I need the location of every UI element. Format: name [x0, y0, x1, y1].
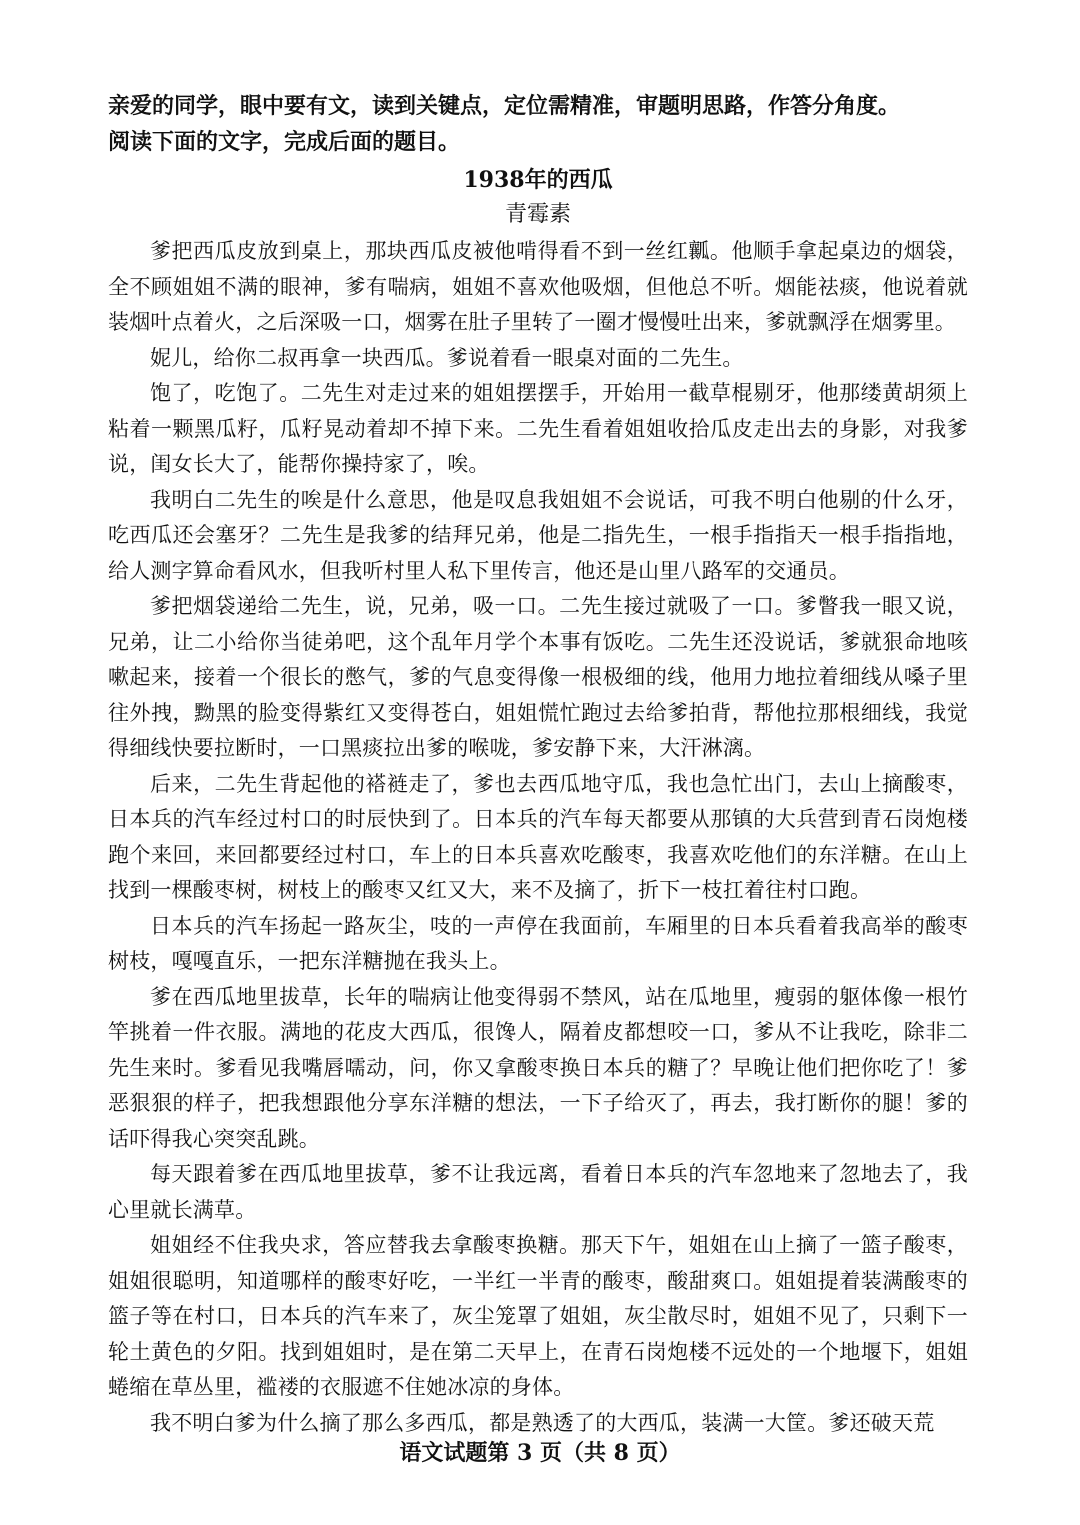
paragraph-9: 每天跟着爹在西瓜地里拔草，爹不让我远离，看着日本兵的汽车忽地来了忽地去了，我心里就长满草。 — [108, 1162, 968, 1222]
paragraph-4: 我明白二先生的唉是什么意思，他是叹息我姐姐不会说话，可我不明白他剔的什么牙，吃西瓜还会塞牙？二先生是我爹的结拜兄弟，他是二指先生，一根手指指天一根手指指地，给人测字算命看风水，但我听村里人私下里传言，他还是山里八路军的交通员。 — [108, 487, 968, 583]
paragraph-10: 姐姐经不住我央求，答应替我去拿酸枣换糖。那天下午，姐姐在山上摘了一篮子酸枣，姐姐很聪明，知道哪样的酸枣好吃，一半红一半青的酸枣，酸甜爽口。姐姐提着装满酸枣的篮子等在村口，日本兵的汽车来了，灰尘笼罩了姐姐，灰尘散尽时，姐姐不见了，只剩下一轮土黄色的夕阳。找到姐姐时，是在第二天早上，在青石岗炮楼不远处的一个地堰下，姐姐蜷缩在草丛里，褴褛的衣服遮不住她冰凉的身体。 — [108, 1233, 968, 1399]
page-footer: 语文试题第 3 页（共 8 页） — [399, 1440, 681, 1466]
paragraph-7: 日本兵的汽车扬起一路灰尘，吱的一声停在我面前，车厢里的日本兵看着我高举的酸枣树枝，嘎嘎直乐，一把东洋糖抛在我头上。 — [108, 913, 968, 973]
paragraph-6: 后来，二先生背起他的褡裢走了，爹也去西瓜地守瓜，我也急忙出门，去山上摘酸枣，日本兵的汽车经过村口的时辰快到了。日本兵的汽车每天都要从那镇的大兵营到青石岗炮楼跑个来回，来回都要经过村口，车上的日本兵喜欢吃酸枣，我喜欢吃他们的东洋糖。在山上找到一棵酸枣树，树枝上的酸枣又红又大，来不及摘了，折下一枝扛着往村口跑。 — [108, 771, 968, 902]
paragraph-2: 妮儿，给你二叔再拿一块西瓜。爹说着看一眼桌对面的二先生。 — [150, 345, 744, 370]
intro-line-2: 阅读下面的文字，完成后面的题目。 — [108, 129, 461, 155]
paragraph-1: 爹把西瓜皮放到桌上，那块西瓜皮被他啃得看不到一丝红瓤。他顺手拿起桌边的烟袋，全不顾姐姐不满的眼神，爹有喘病，姐姐不喜欢他吸烟，但他总不听。烟能祛痰，他说着就装烟叶点着火，之后深吸一口，烟雾在肚子里转了一圈才慢慢吐出来，爹就飘浮在烟雾里。 — [108, 239, 968, 334]
paragraph-5: 爹把烟袋递给二先生，说，兄弟，吸一口。二先生接过就吸了一口。爹瞥我一眼又说，兄弟，让二小给你当徒弟吧，这个乱年月学个本事有饭吃。二先生还没说话，爹就狠命地咳嗽起来，接着一个很长的憋气，爹的气息变得像一根极细的线，他用力地拉着细线从嗓子里往外拽，黝黑的脸变得紫红又变得苍白，姐姐慌忙跑过去给爹拍背，帮他拉那根细线，我觉得细线快要拉断时，一口黑痰拉出爹的喉咙，爹安静下来，大汗淋漓。 — [108, 594, 968, 760]
paragraph-8: 爹在西瓜地里拔草，长年的喘病让他变得弱不禁风，站在瓜地里，瘦弱的躯体像一根竹竿挑着一件衣服。满地的花皮大西瓜，很馋人，隔着皮都想咬一口，爹从不让我吃，除非二先生来时。爹看见我嘴唇嚅动，问，你又拿酸枣换日本兵的糖了？早晚让他们把你吃了！爹恶狠狠的样子，把我想跟他分享东洋糖的想法，一下子给灭了，再去，我打断你的腿！爹的话吓得我心突突乱跳。 — [108, 984, 968, 1151]
article-title: 1938年的西瓜 — [463, 167, 613, 193]
intro-line-1: 亲爱的同学，眼中要有文，读到关键点，定位需精准，审题明思路，作答分角度。 — [108, 93, 901, 119]
paragraph-11: 我不明白爹为什么摘了那么多西瓜，都是熟透了的大西瓜，装满一大筐。爹还破天荒 — [150, 1410, 935, 1435]
paragraph-3: 饱了，吃饱了。二先生对走过来的姐姐摆摆手，开始用一截草棍剔牙，他那缕黄胡须上粘着一颗黑瓜籽，瓜籽晃动着却不掉下来。二先生看着姐姐收拾瓜皮走出去的身影，对我爹说，闺女长大了，能帮你操持家了，唉。 — [108, 381, 968, 476]
article-body — [108, 234, 968, 1441]
article-author: 青霉素 — [504, 202, 571, 227]
